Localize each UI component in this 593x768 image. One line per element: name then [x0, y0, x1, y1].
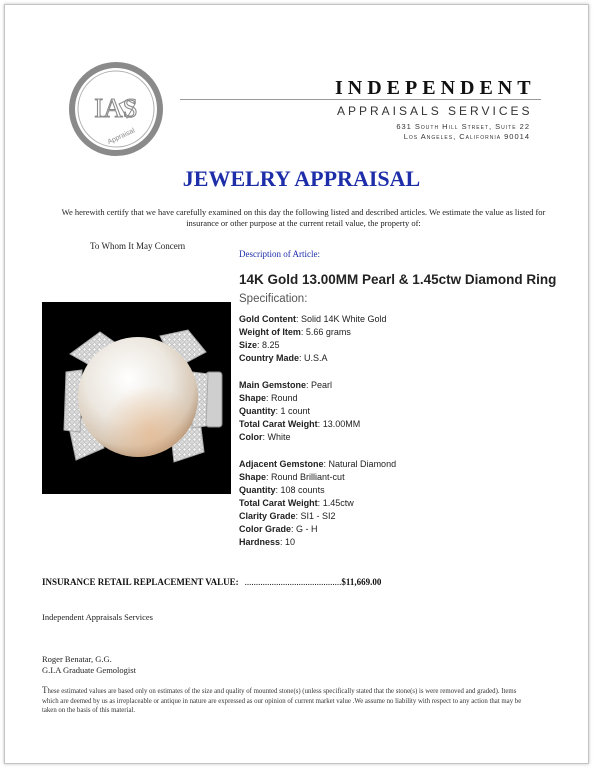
- spec-row: Adjacent Gemstone: Natural Diamond: [239, 458, 397, 469]
- ias-logo: [67, 60, 165, 158]
- spec-value: Natural Diamond: [328, 458, 397, 469]
- spec-row: Main Gemstone: Pearl: [239, 379, 333, 390]
- spec-value: Round Brilliant-cut: [271, 471, 345, 482]
- spec-row: Quantity: 1 count: [239, 406, 311, 417]
- spec-key: Adjacent Gemstone: [239, 458, 324, 469]
- signer-title: G.I.A Graduate Gemologist: [42, 665, 136, 675]
- address-line-2: Los Angeles, California 90014: [403, 132, 530, 141]
- spec-key: Country Made: [239, 353, 300, 364]
- signer-name: Roger Benatar, G.G.: [42, 654, 112, 664]
- appraiser-company: Independent Appraisals Services: [42, 612, 153, 622]
- logo-monogram: IAS: [94, 93, 138, 123]
- spec-value: 8.25: [262, 340, 280, 351]
- spec-value: U.S.A: [304, 353, 328, 364]
- spec-key: Quantity: [239, 485, 276, 496]
- header-divider: [180, 99, 541, 100]
- spec-row: Color Grade: G - H: [239, 524, 318, 535]
- spec-value: Round: [271, 392, 298, 403]
- logo-ring-text: Appraisal: [106, 127, 137, 146]
- specifications: [239, 313, 396, 563]
- document-title: JEWELRY APPRAISAL: [182, 166, 421, 191]
- spec-row: Quantity: 108 counts: [239, 485, 325, 496]
- spec-row: Clarity Grade: SI1 - SI2: [239, 511, 336, 522]
- spec-row: Total Carat Weight: 13.00MM: [239, 419, 361, 430]
- spec-key: Quantity: [239, 406, 276, 417]
- replacement-value-label: INSURANCE RETAIL REPLACEMENT VALUE:: [42, 577, 239, 587]
- spec-key: Size: [239, 340, 258, 351]
- leader-dots: ...........................................: [244, 577, 342, 587]
- spec-key: Shape: [239, 392, 267, 403]
- certificate-frame: [4, 4, 589, 764]
- spec-value: 1 count: [280, 406, 311, 417]
- spec-value: Solid 14K White Gold: [301, 314, 387, 324]
- spec-row: Hardness: 10: [239, 537, 296, 548]
- spec-value: SI1 - SI2: [300, 511, 336, 522]
- replacement-value-line: [42, 577, 381, 587]
- spec-row: Weight of Item: 5.66 grams: [239, 327, 351, 338]
- spec-key: Color: [239, 432, 263, 443]
- spec-row: Shape: Round: [239, 392, 298, 403]
- spec-row: Country Made: U.S.A: [239, 353, 328, 364]
- recipient: To Whom It May Concern: [90, 241, 186, 251]
- spec-group-adjacent-gemstone: [239, 458, 396, 550]
- spec-key: Weight of Item: [239, 327, 301, 338]
- spec-value: White: [267, 432, 291, 443]
- replacement-value-amount: $11,669.00: [341, 577, 382, 587]
- spec-key: Shape: [239, 471, 267, 482]
- description-label: Description of Article:: [239, 249, 320, 259]
- spec-row: Total Carat Weight: 1.45ctw: [239, 498, 354, 509]
- spec-key: Total Carat Weight: [239, 419, 318, 430]
- spec-row: Gold Content: Solid 14K White Gold: [239, 314, 387, 324]
- spec-key: Clarity Grade: [239, 511, 296, 522]
- spec-group-main-gemstone: [239, 379, 396, 444]
- spec-value: G - H: [296, 524, 318, 535]
- spec-group-metal: [239, 313, 396, 365]
- spec-value: 13.00MM: [322, 419, 361, 430]
- spec-value: 1.45ctw: [322, 498, 354, 509]
- spec-value: Pearl: [311, 379, 333, 390]
- company-address: [396, 122, 530, 142]
- spec-row: Size: 8.25: [239, 340, 280, 351]
- specification-label: Specification:: [239, 293, 308, 305]
- company-name: INDEPENDENT: [335, 77, 536, 99]
- spec-row: Shape: Round Brilliant-cut: [239, 471, 345, 482]
- disclaimer: [42, 686, 522, 716]
- item-title: 14K Gold 13.00MM Pearl & 1.45ctw Diamond Ring: [239, 272, 557, 287]
- disclaimer-text: hese estimated values are based only on estimates of the size and quality of mounted stone(s) (unless specifically stated that the stone(s) is were removed and graded). Items which are deemed by us as irreplaceable or antique in nature are expressed as our opinion of current market value .We assume no liability with respect to any action that may be taken on the basis of this material.: [42, 688, 522, 714]
- spec-value: 10: [285, 537, 296, 548]
- ring-photo: [42, 302, 231, 494]
- spec-row: Color: White: [239, 432, 291, 443]
- spec-key: Color Grade: [239, 524, 292, 535]
- spec-key: Hardness: [239, 537, 281, 548]
- certification-text: We herewith certify that we have carefully examined on this day the following listed and described articles. We estimate the value as listed for insurance or other purpose at the current retail value, the property of:: [61, 207, 546, 228]
- spec-key: Gold Content: [239, 314, 296, 324]
- company-subtitle: APPRAISALS SERVICES: [337, 104, 533, 118]
- spec-key: Total Carat Weight: [239, 498, 318, 509]
- signer-block: [42, 654, 136, 676]
- spec-value: 5.66 grams: [305, 327, 351, 338]
- disclaimer-initial: T: [42, 685, 48, 695]
- spec-value: 108 counts: [280, 485, 325, 496]
- spec-key: Main Gemstone: [239, 379, 307, 390]
- address-line-1: 631 South Hill Street, Suite 22: [396, 122, 530, 131]
